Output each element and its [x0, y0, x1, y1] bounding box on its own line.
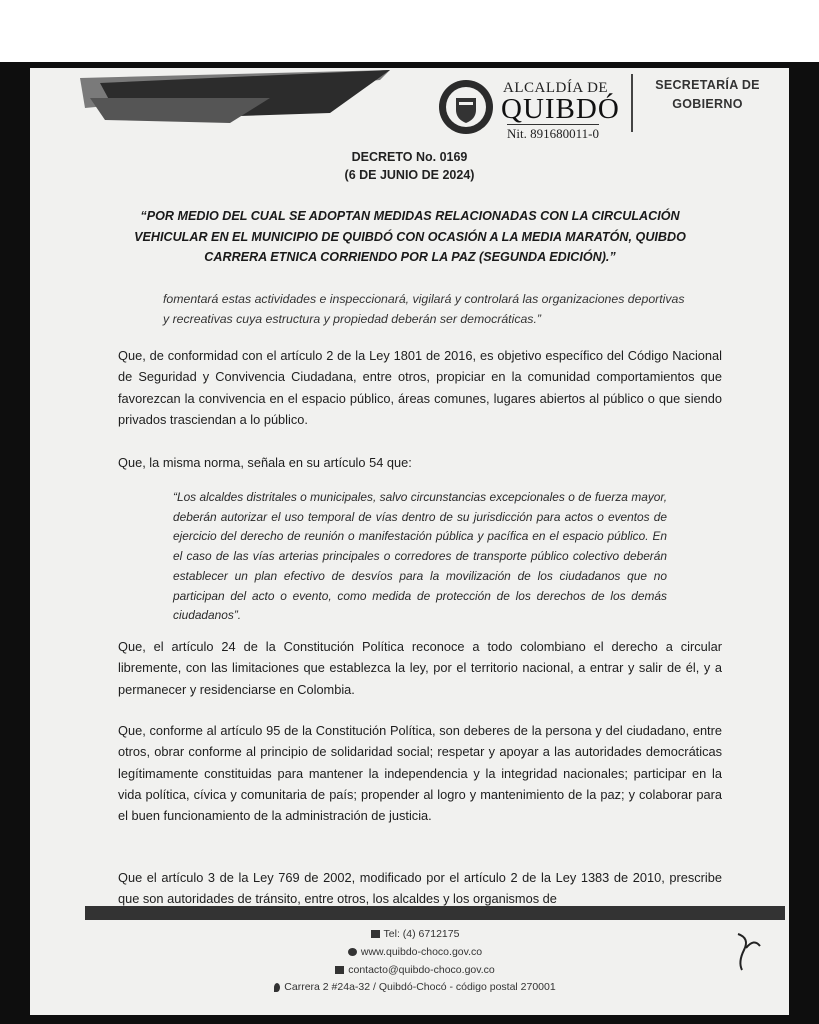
footer-address: Carrera 2 #24a-32 / Quibdó-Chocó - código postal 270001 [250, 981, 580, 993]
header-divider [631, 74, 633, 132]
footer-phone: Tel: (4) 6712175 [280, 928, 550, 940]
department-name: SECRETARÍA DE GOBIERNO [655, 78, 760, 111]
phone-icon [371, 930, 380, 938]
nit-number: Nit. 891680011-0 [507, 126, 599, 141]
quoted-article-54: “Los alcaldes distritales o municipales, salvo circunstancias excepcionales o de fuerza mayor, deberán autorizar el uso temporal de vías dentro de su jurisdicción para actos o eventos de ejercicio del derecho de reunión o manifestación pública y pacífica en el espacio público. En el caso de las vías arterias principales o corredores de transporte público colectivo deberán establecer un plan efectivo de desvíos para la movilización de los ciudadanos que no participan del acto o evento, como medida de protección de los derechos de los demás ciudadanos”. [173, 490, 667, 623]
previous-page-fragment: fomentará estas actividades e inspeccionará, vigilará y controlará las organizaciones deportivas y recreativas cuya estructura y propiedad deberán ser democráticas.” [163, 292, 685, 326]
paragraph-3: Que, el artículo 24 de la Constitución Política reconoce a todo colombiano el derecho a circular libremente, con las limitaciones que establezca la ley, por el territorio nacional, a entrar y salir de él, y a permanecer y residenciarse en Colombia. [118, 639, 722, 697]
globe-icon [348, 948, 357, 956]
paragraph-1: Que, de conformidad con el artículo 2 de la Ley 1801 de 2016, es objetivo específico del Código Nacional de Seguridad y Convivencia Ciudadana, entre otros, propiciar en la comunidad comportamientos que favorezcan la convivencia en el espacio público, áreas comunes, lugares abiertos al público o que siendo privados trasciendan a lo público. [118, 348, 722, 427]
decree-date: (6 DE JUNIO DE 2024) [344, 168, 475, 182]
paragraph-4: Que, conforme al artículo 95 de la Constitución Política, son deberes de la persona y del ciudadano, entre otros, obrar conforme al principio de solidaridad social; respetar y apoyar a las autoridades democráticas legítimamente constituidas para mantener la independencia y la integridad nacionales; participar en la vida política, cívica y comunitaria de país; propender al logro y mantenimiento de la paz; y colaborar para el buen funcionamiento de la administración de justicia. [118, 723, 722, 824]
footer-email: contacto@quibdo-choco.gov.co [280, 964, 550, 976]
paragraph-5: Que el artículo 3 de la Ley 769 de 2002, modificado por el artículo 2 de la Ley 1383 de 2010, prescribe que son autoridades de tránsito, entre otros, los alcaldes y los organismos de [118, 870, 722, 907]
decree-title: “POR MEDIO DEL CUAL SE ADOPTAN MEDIDAS RELACIONADAS CON LA CIRCULACIÓN VEHICULAR EN EL MUNICIPIO DE QUIBDÓ CON OCASIÓN A LA MEDIA MARATÓN, QUIBDO CARRERA ETNICA CORRIENDO POR LA PAZ (SEGUNDA EDICIÓN).” [134, 209, 686, 264]
paragraph-2: Que, la misma norma, señala en su artículo 54 que: [118, 455, 412, 470]
header-stripe [30, 68, 410, 128]
shield-icon [437, 78, 495, 136]
mail-icon [335, 966, 344, 974]
decree-number: DECRETO No. 0169 [351, 150, 468, 164]
footer-web: www.quibdo-choco.gov.co [280, 946, 550, 958]
footer-bar [85, 906, 785, 920]
org-name-city: QUIBDÓ [501, 93, 620, 125]
municipality-logo [437, 76, 627, 141]
document-page [30, 68, 789, 1015]
location-icon [274, 983, 280, 992]
org-name-line1: ALCALDÍA DE [503, 80, 609, 96]
handwritten-initial [728, 926, 768, 976]
